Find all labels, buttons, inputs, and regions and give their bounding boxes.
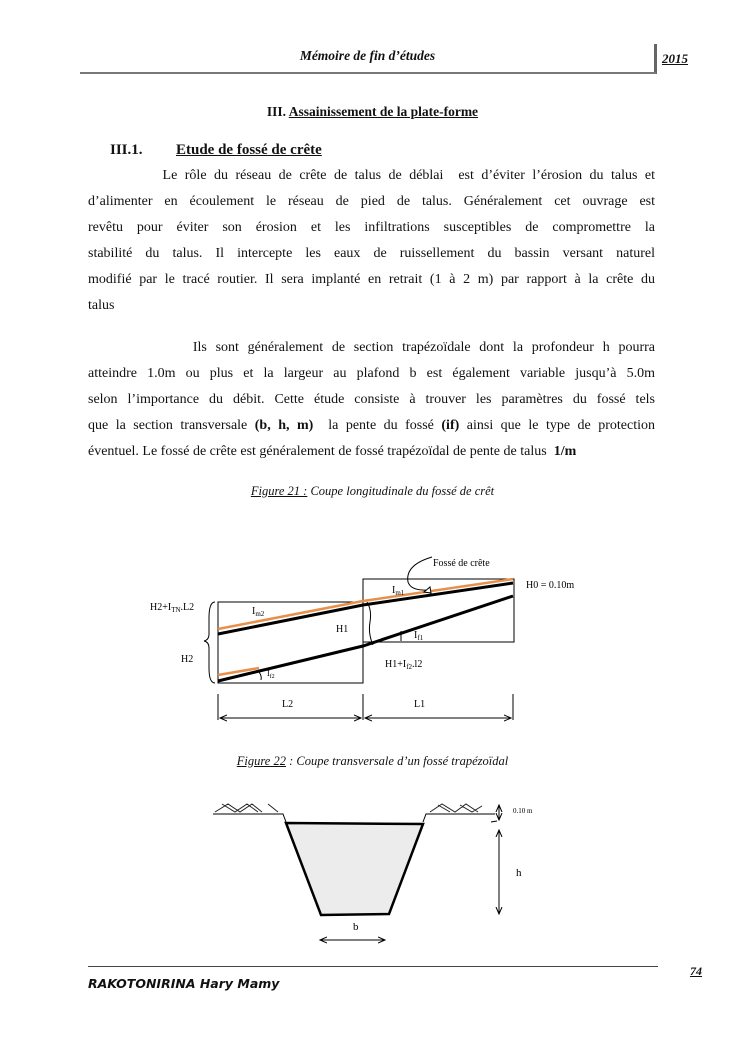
text-run: que la section transversale [88,418,255,433]
text-run: revêtu pour éviter son érosion et les infiltrations susceptibles de compromettre la [88,220,655,235]
page-number: 74 [690,964,702,978]
caption-text: Coupe longitudinale du fossé de crêt [307,484,495,498]
section-title: Assainissement de la plate-forme [288,104,479,119]
label-if2: $I_{f2}$ [267,669,275,680]
ditch-bed-line [218,596,513,681]
label-if1: $I_{f1}$ [414,630,424,642]
figure-22-caption [0,754,745,769]
label-im1: $I_{m1}$ [392,585,405,597]
caption-number: Figure 22 [236,754,286,768]
label-fosse-de-crete: Fossé de crête [433,558,490,569]
header-year: 2015 [662,51,688,66]
label-h2: H2 [181,654,194,665]
label-b: b [353,921,359,933]
bold-term: 1/m [553,444,577,459]
section-number: III. [266,104,287,119]
text-run: d’alimenter en écoulement le réseau de pied de talus. Généralement cet ouvrage est [88,194,655,209]
text-run: Le rôle du réseau de crête de talus de déblai est d’éviter l’érosion du talus et [88,168,655,183]
terrain-line [218,583,513,634]
label-h1: H1 [336,624,349,635]
ground-line [213,814,495,822]
caption-number: Figure 21 : [250,484,308,498]
label-h2-itn-l2: $H2+I_{TN}.L2$ [150,602,195,614]
text-run: stabilité du talus. Il intercepte les eaux de ruissellement du bassin versant naturel [88,246,655,261]
ground-hatch [215,804,482,812]
trapezoid-channel [286,823,423,915]
label-im2: $I_{m2}$ [252,606,265,618]
label-h1-if2-l2: $H1+I_{f2}.l2$ [385,659,423,671]
label-l1: L1 [414,699,426,710]
text-run: éventuel. Le fossé de crête est généralement de fossé trapézoïdal de pente de talus [88,444,554,459]
text-run: modifié par le tracé routier. Il sera implanté en retrait (1 à 2 m) par rapport à la crête du [88,272,655,287]
h2-brace [204,602,215,683]
bold-term: (b, h, m) [254,418,314,433]
label-l2: L2 [282,699,294,710]
reach-1-box [363,579,514,642]
footer-author: RAKOTONIRINA Hary Mamy [88,976,280,991]
label-h: h [516,867,522,879]
label-freeboard: 0.10 m [513,807,533,815]
text-run: ainsi que le type de protection [459,418,656,433]
figure-22-trapezoid-section [213,804,533,940]
header-title: Mémoire de fin d’études [299,48,436,63]
text-run: Ils sont généralement de section trapézoïdale dont la profondeur h pourra [88,340,655,355]
callout-arrow [408,557,432,590]
subsection-title: Etude de fossé de crête [176,142,322,158]
subsection-number: III.1. [110,142,143,158]
label-h0: H0 = 0.10m [526,580,575,591]
text-run: atteindre 1.0m ou plus et la largeur au plafond b est également variable jusqu’à 5.0m [88,366,655,381]
footer-rule [88,966,658,967]
text-run: la pente du fossé [313,418,442,433]
text-run: talus [88,298,115,313]
text-run: selon l’importance du débit. Cette étude consiste à trouver les paramètres du fossé tels [88,392,655,407]
caption-text: : Coupe transversale d’un fossé trapézoïdal [285,754,509,768]
bold-term: (if) [441,418,460,433]
